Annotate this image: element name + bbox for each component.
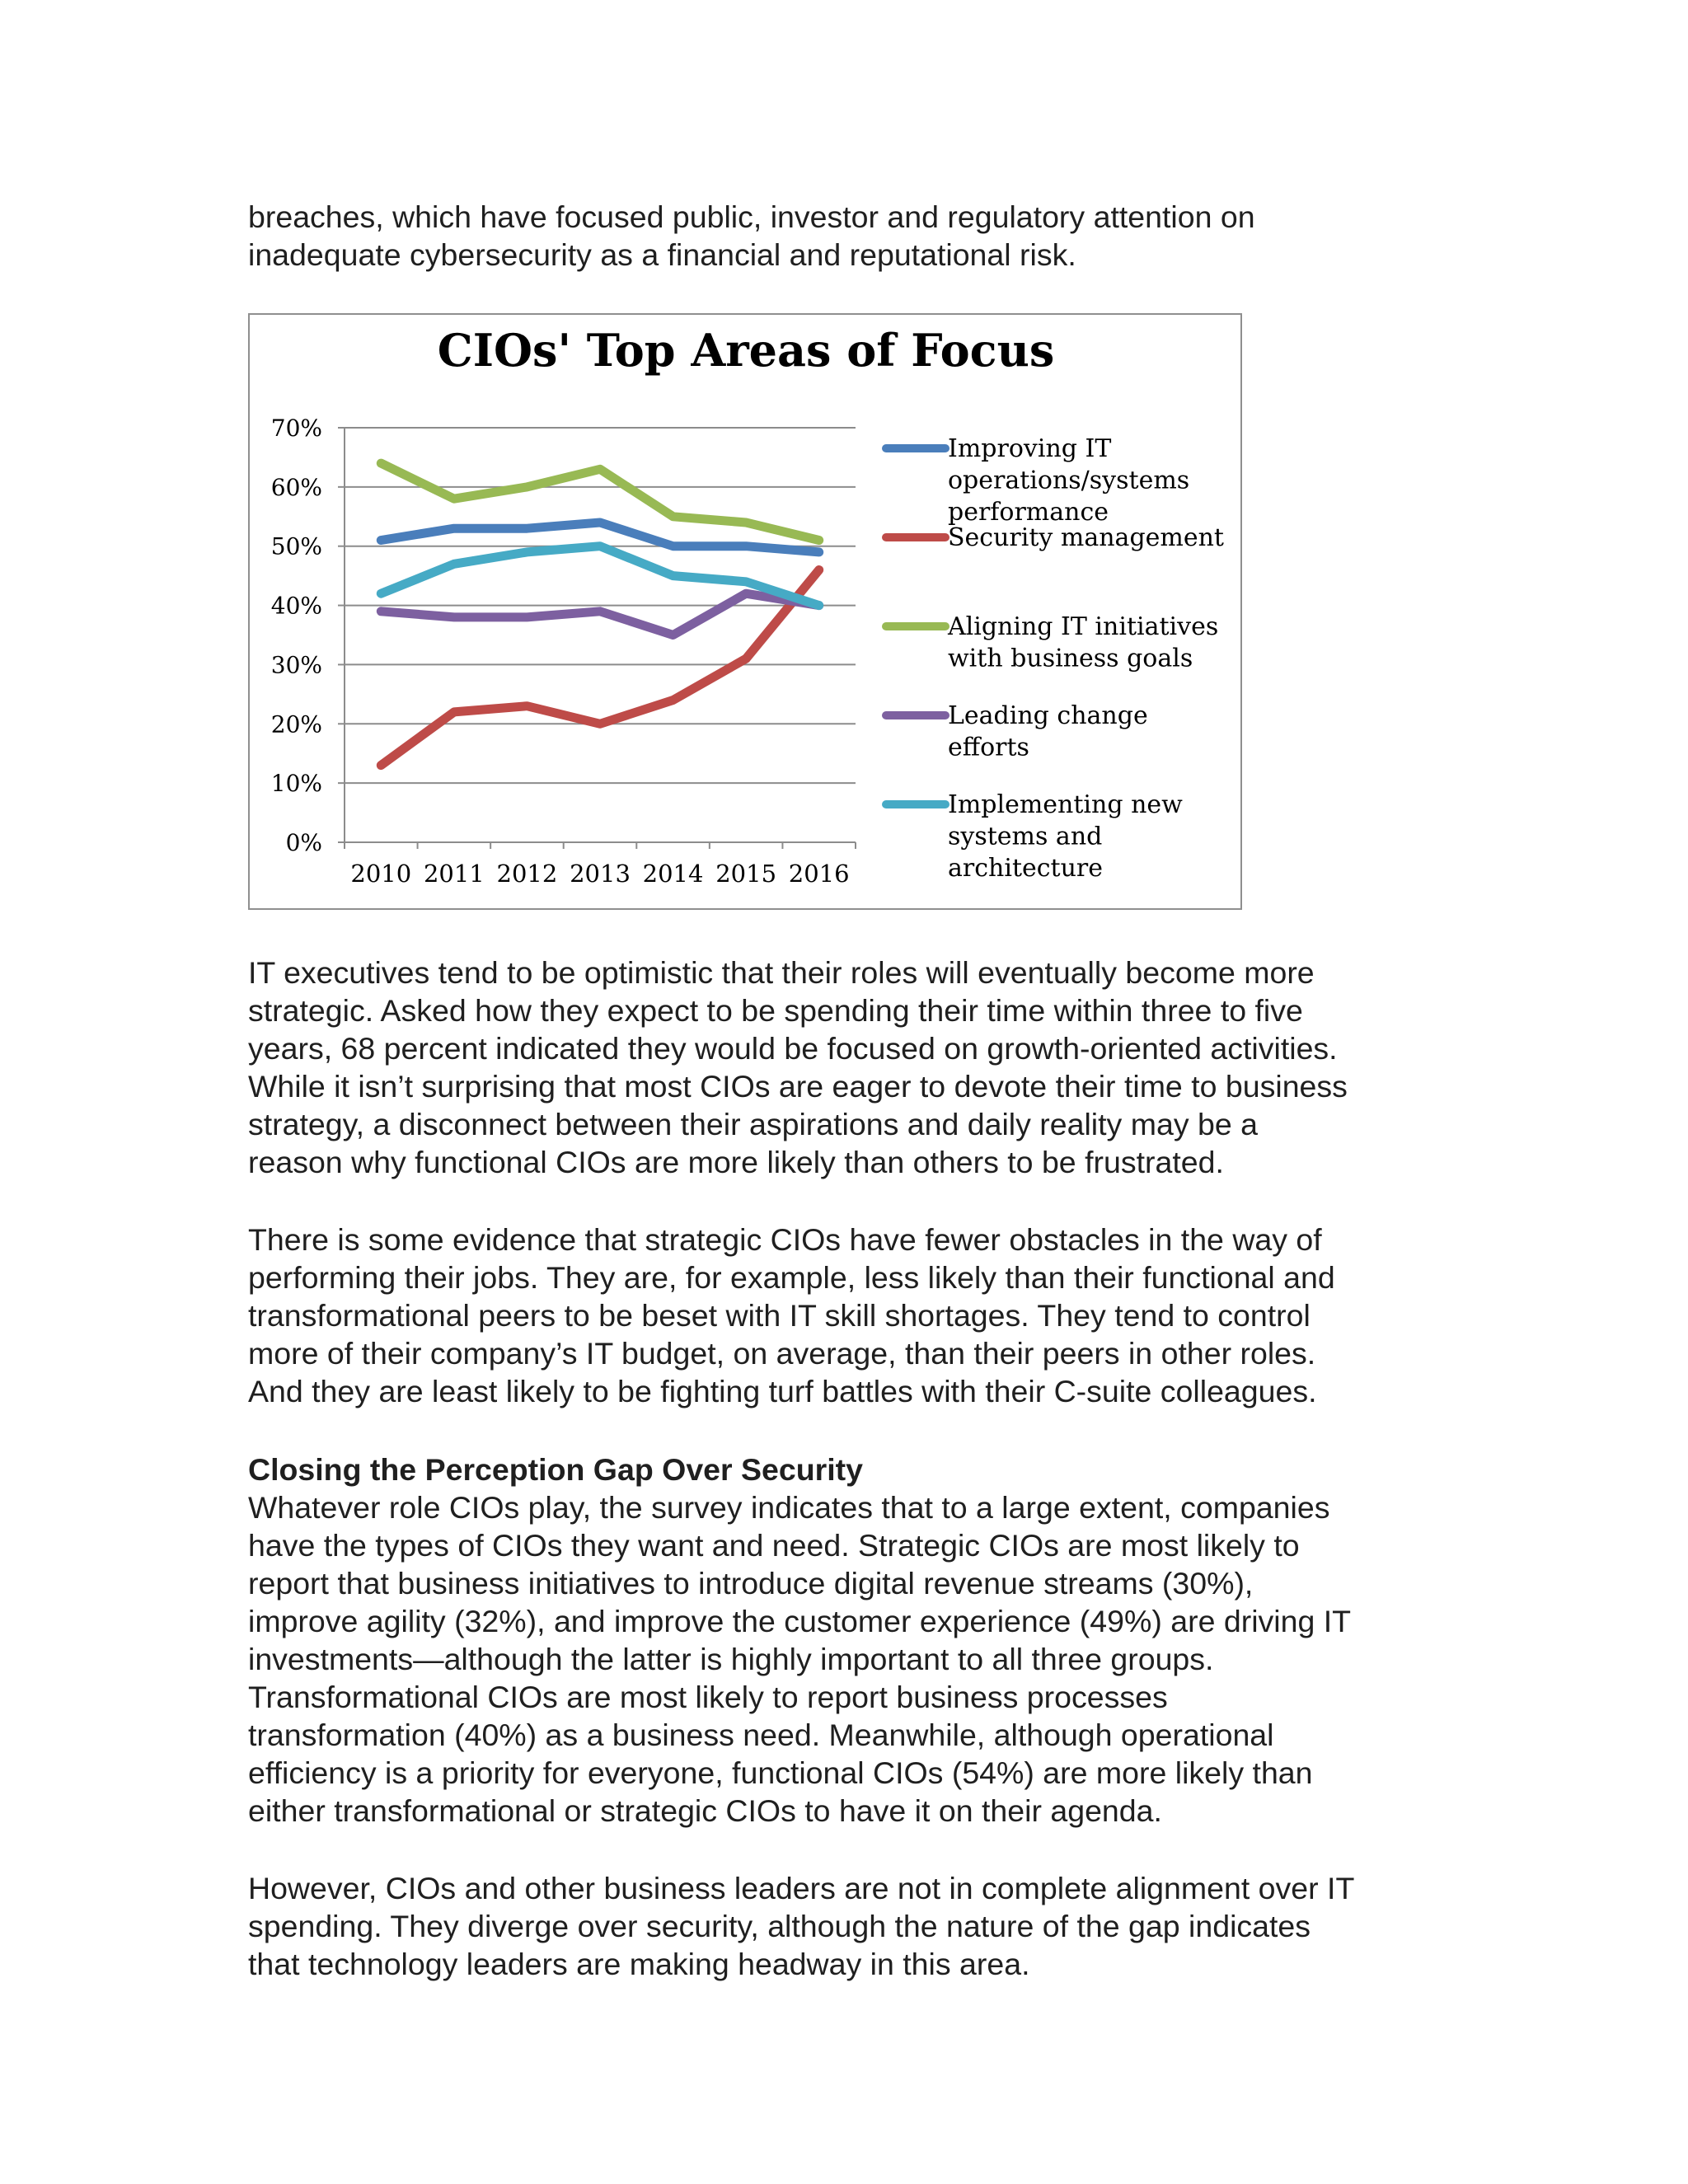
y-tick-label: 0% xyxy=(285,829,322,856)
series-line-4 xyxy=(381,593,818,635)
x-tick-label: 2016 xyxy=(788,860,850,888)
chart-title: CIOs' Top Areas of Focus xyxy=(437,324,1055,377)
y-tick-label: 40% xyxy=(270,592,322,620)
y-tick-label: 60% xyxy=(270,473,322,501)
x-tick-label: 2011 xyxy=(423,860,485,888)
line-chart xyxy=(250,315,1244,912)
intro-paragraph: breaches, which have focused public, investor and regulatory attention on inadequate cybersecurity as a financial and reputational risk. xyxy=(248,199,1255,272)
legend-label: operations/systems xyxy=(948,466,1190,495)
legend-label: architecture xyxy=(948,854,1104,883)
legend-label: with business goals xyxy=(948,644,1193,673)
y-tick-label: 50% xyxy=(270,532,322,560)
legend-label: systems and xyxy=(948,822,1103,851)
legend-label: efforts xyxy=(948,733,1029,762)
legend-label: Improving IT xyxy=(948,434,1112,463)
paragraph-obstacles: There is some evidence that strategic CIOs have fewer obstacles in the way of performing their jobs. They are, for example, less likely than their functional and transformational peers to be beset with IT skill shortages. They tend to control more of their company’s IT budget, on average, than their peers in other roles. And they are least likely to be fighting turf battles with their C-suite colleagues. xyxy=(248,1222,1335,1408)
y-tick-label: 10% xyxy=(270,770,322,798)
legend-label: Aligning IT initiatives xyxy=(948,612,1219,641)
x-tick-label: 2013 xyxy=(570,860,631,888)
paragraph-survey: Whatever role CIOs play, the survey indicates that to a large extent, companies have the types of CIOs they want and need. Strategic CIOs are most likely to report that business initiatives to introduce digital revenue streams (30%), improve agility (32%), and improve the customer experience (49%) are driving IT investments—although the latter is highly important to all three groups. Transformational CIOs are most likely to report business processes transformation (40%) as a business need. Meanwhile, although operational efficiency is a priority for everyone, functional CIOs (54%) are more likely than either transformational or strategic CIOs to have it on their agenda. xyxy=(248,1490,1352,1828)
legend-label: Leading change xyxy=(948,701,1148,730)
y-tick-label: 20% xyxy=(270,710,322,738)
legend-label: Implementing new xyxy=(948,790,1183,819)
paragraph-aspirations: IT executives tend to be optimistic that their roles will eventually become more strategic. Asked how they expect to be spending their time within three to five years, 68 percent indicated they would be focused on growth-oriented activities. While it isn’t surprising that most CIOs are eager to devote their time to business strategy, a disconnect between their aspirations and daily reality may be a reason why functional CIOs are more likely than others to be frustrated. xyxy=(248,955,1348,1179)
legend-label: performance xyxy=(948,498,1109,527)
x-tick-label: 2015 xyxy=(715,860,777,888)
section-heading: Closing the Perception Gap Over Security xyxy=(248,1452,864,1487)
chart-figure xyxy=(248,313,1242,910)
legend-label: Security management xyxy=(948,523,1224,552)
y-tick-label: 30% xyxy=(270,651,322,679)
y-tick-label: 70% xyxy=(270,415,322,442)
x-tick-label: 2012 xyxy=(496,860,558,888)
paragraph-security: However, CIOs and other business leaders are not in complete alignment over IT spending. They diverge over security, although the nature of the gap indicates that technology leaders are making headway in this area. xyxy=(248,1871,1355,1981)
x-tick-label: 2014 xyxy=(642,860,704,888)
x-tick-label: 2010 xyxy=(350,860,412,888)
